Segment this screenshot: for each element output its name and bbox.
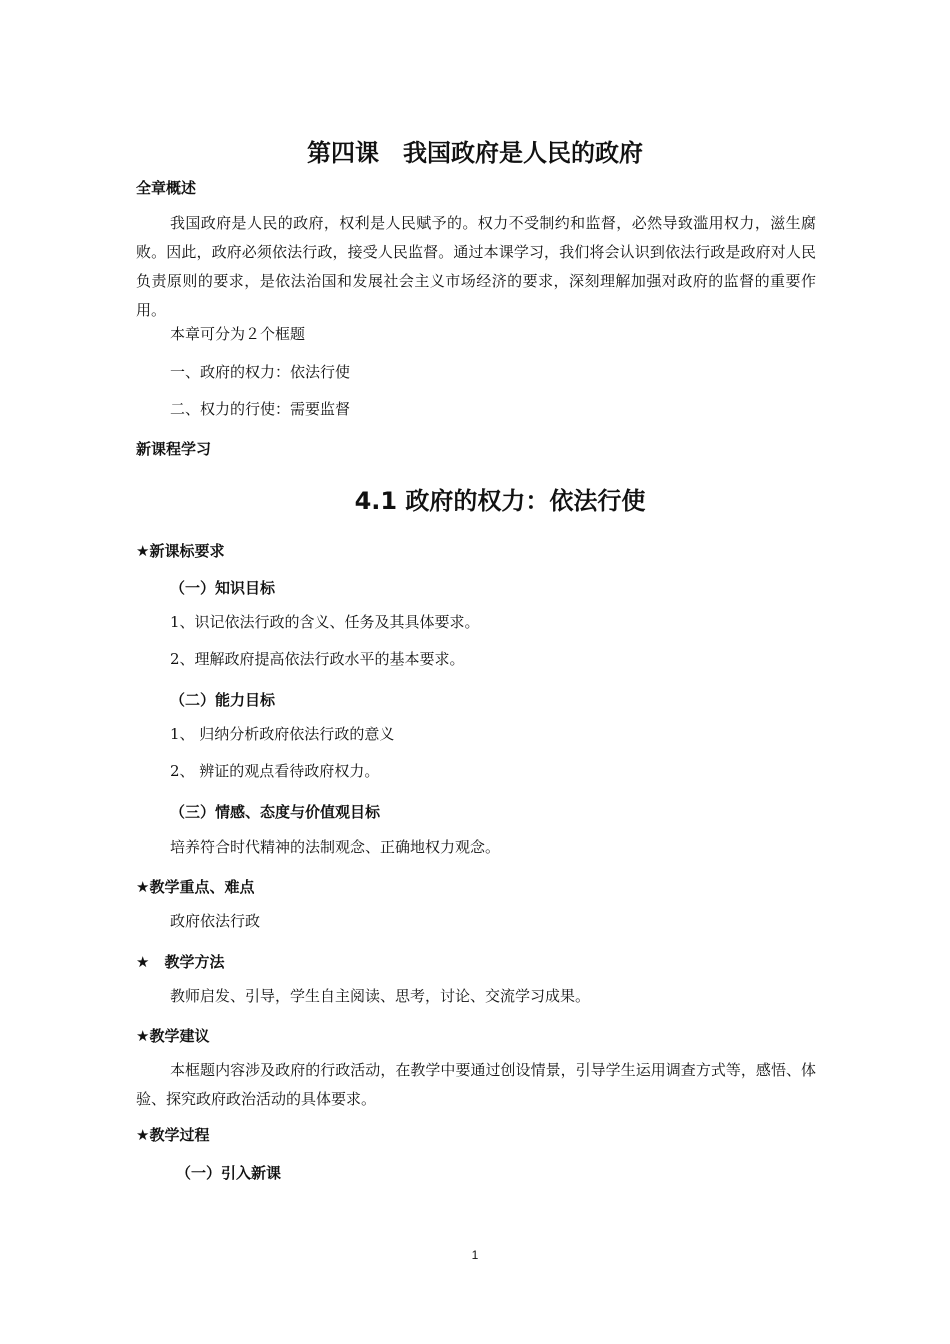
intro-heading: （一）引入新课 <box>176 1164 282 1182</box>
overview-item-1: 一、政府的权力：依法行使 <box>170 363 351 381</box>
overview-item-2: 二、权力的行使：需要监督 <box>170 400 351 418</box>
methods-text: 教师启发、引导，学生自主阅读、思考，讨论、交流学习成果。 <box>170 987 591 1005</box>
section-title: 4.1 政府的权力：依法行使 <box>354 487 646 515</box>
new-course-heading: 新课程学习 <box>136 440 212 458</box>
process-heading: ★教学过程 <box>136 1126 210 1144</box>
overview-paragraph: 我国政府是人民的政府，权利是人民赋予的。权力不受制约和监督，必然导致滥用权力，滋生腐败。因此，政府必须依法行政，接受人民监督。通过本课学习，我们将会认识到依法行政是政府对人民负责原则的要求，是依法治国和发展社会主义市场经济的要求，深刻理解加强对政府的监督的重要作用。 <box>136 214 816 319</box>
key-points-heading: ★教学重点、难点 <box>136 878 255 896</box>
knowledge-item-2: 2、理解政府提高依法行政水平的基本要求。 <box>170 650 465 668</box>
key-points-text: 政府依法行政 <box>170 912 261 930</box>
values-text: 培养符合时代精神的法制观念、正确地权力观念。 <box>170 838 501 856</box>
page-number: 1 <box>471 1248 479 1262</box>
knowledge-goals-heading: （一）知识目标 <box>170 579 276 597</box>
ability-item-1: 1、 归纳分析政府依法行政的意义 <box>170 725 395 743</box>
values-goals-heading: （三）情感、态度与价值观目标 <box>170 803 381 821</box>
lesson-title: 第四课 我国政府是人民的政府 <box>307 139 643 167</box>
overview-divide-text: 本章可分为２个框题 <box>170 325 306 343</box>
suggestions-paragraph: 本框题内容涉及政府的行政活动，在教学中要通过创设情景，引导学生运用调查方式等，感悟、体验、探究政府政治活动的具体要求。 <box>136 1061 816 1108</box>
ability-goals-heading: （二）能力目标 <box>170 691 276 709</box>
overview-heading: 全章概述 <box>136 179 197 197</box>
knowledge-item-1: 1、识记依法行政的含义、任务及其具体要求。 <box>170 613 480 631</box>
suggestions-heading: ★教学建议 <box>136 1027 210 1045</box>
methods-heading: ★ 教学方法 <box>136 953 225 971</box>
ability-item-2: 2、 辨证的观点看待政府权力。 <box>170 762 380 780</box>
standards-heading: ★新课标要求 <box>136 542 225 560</box>
